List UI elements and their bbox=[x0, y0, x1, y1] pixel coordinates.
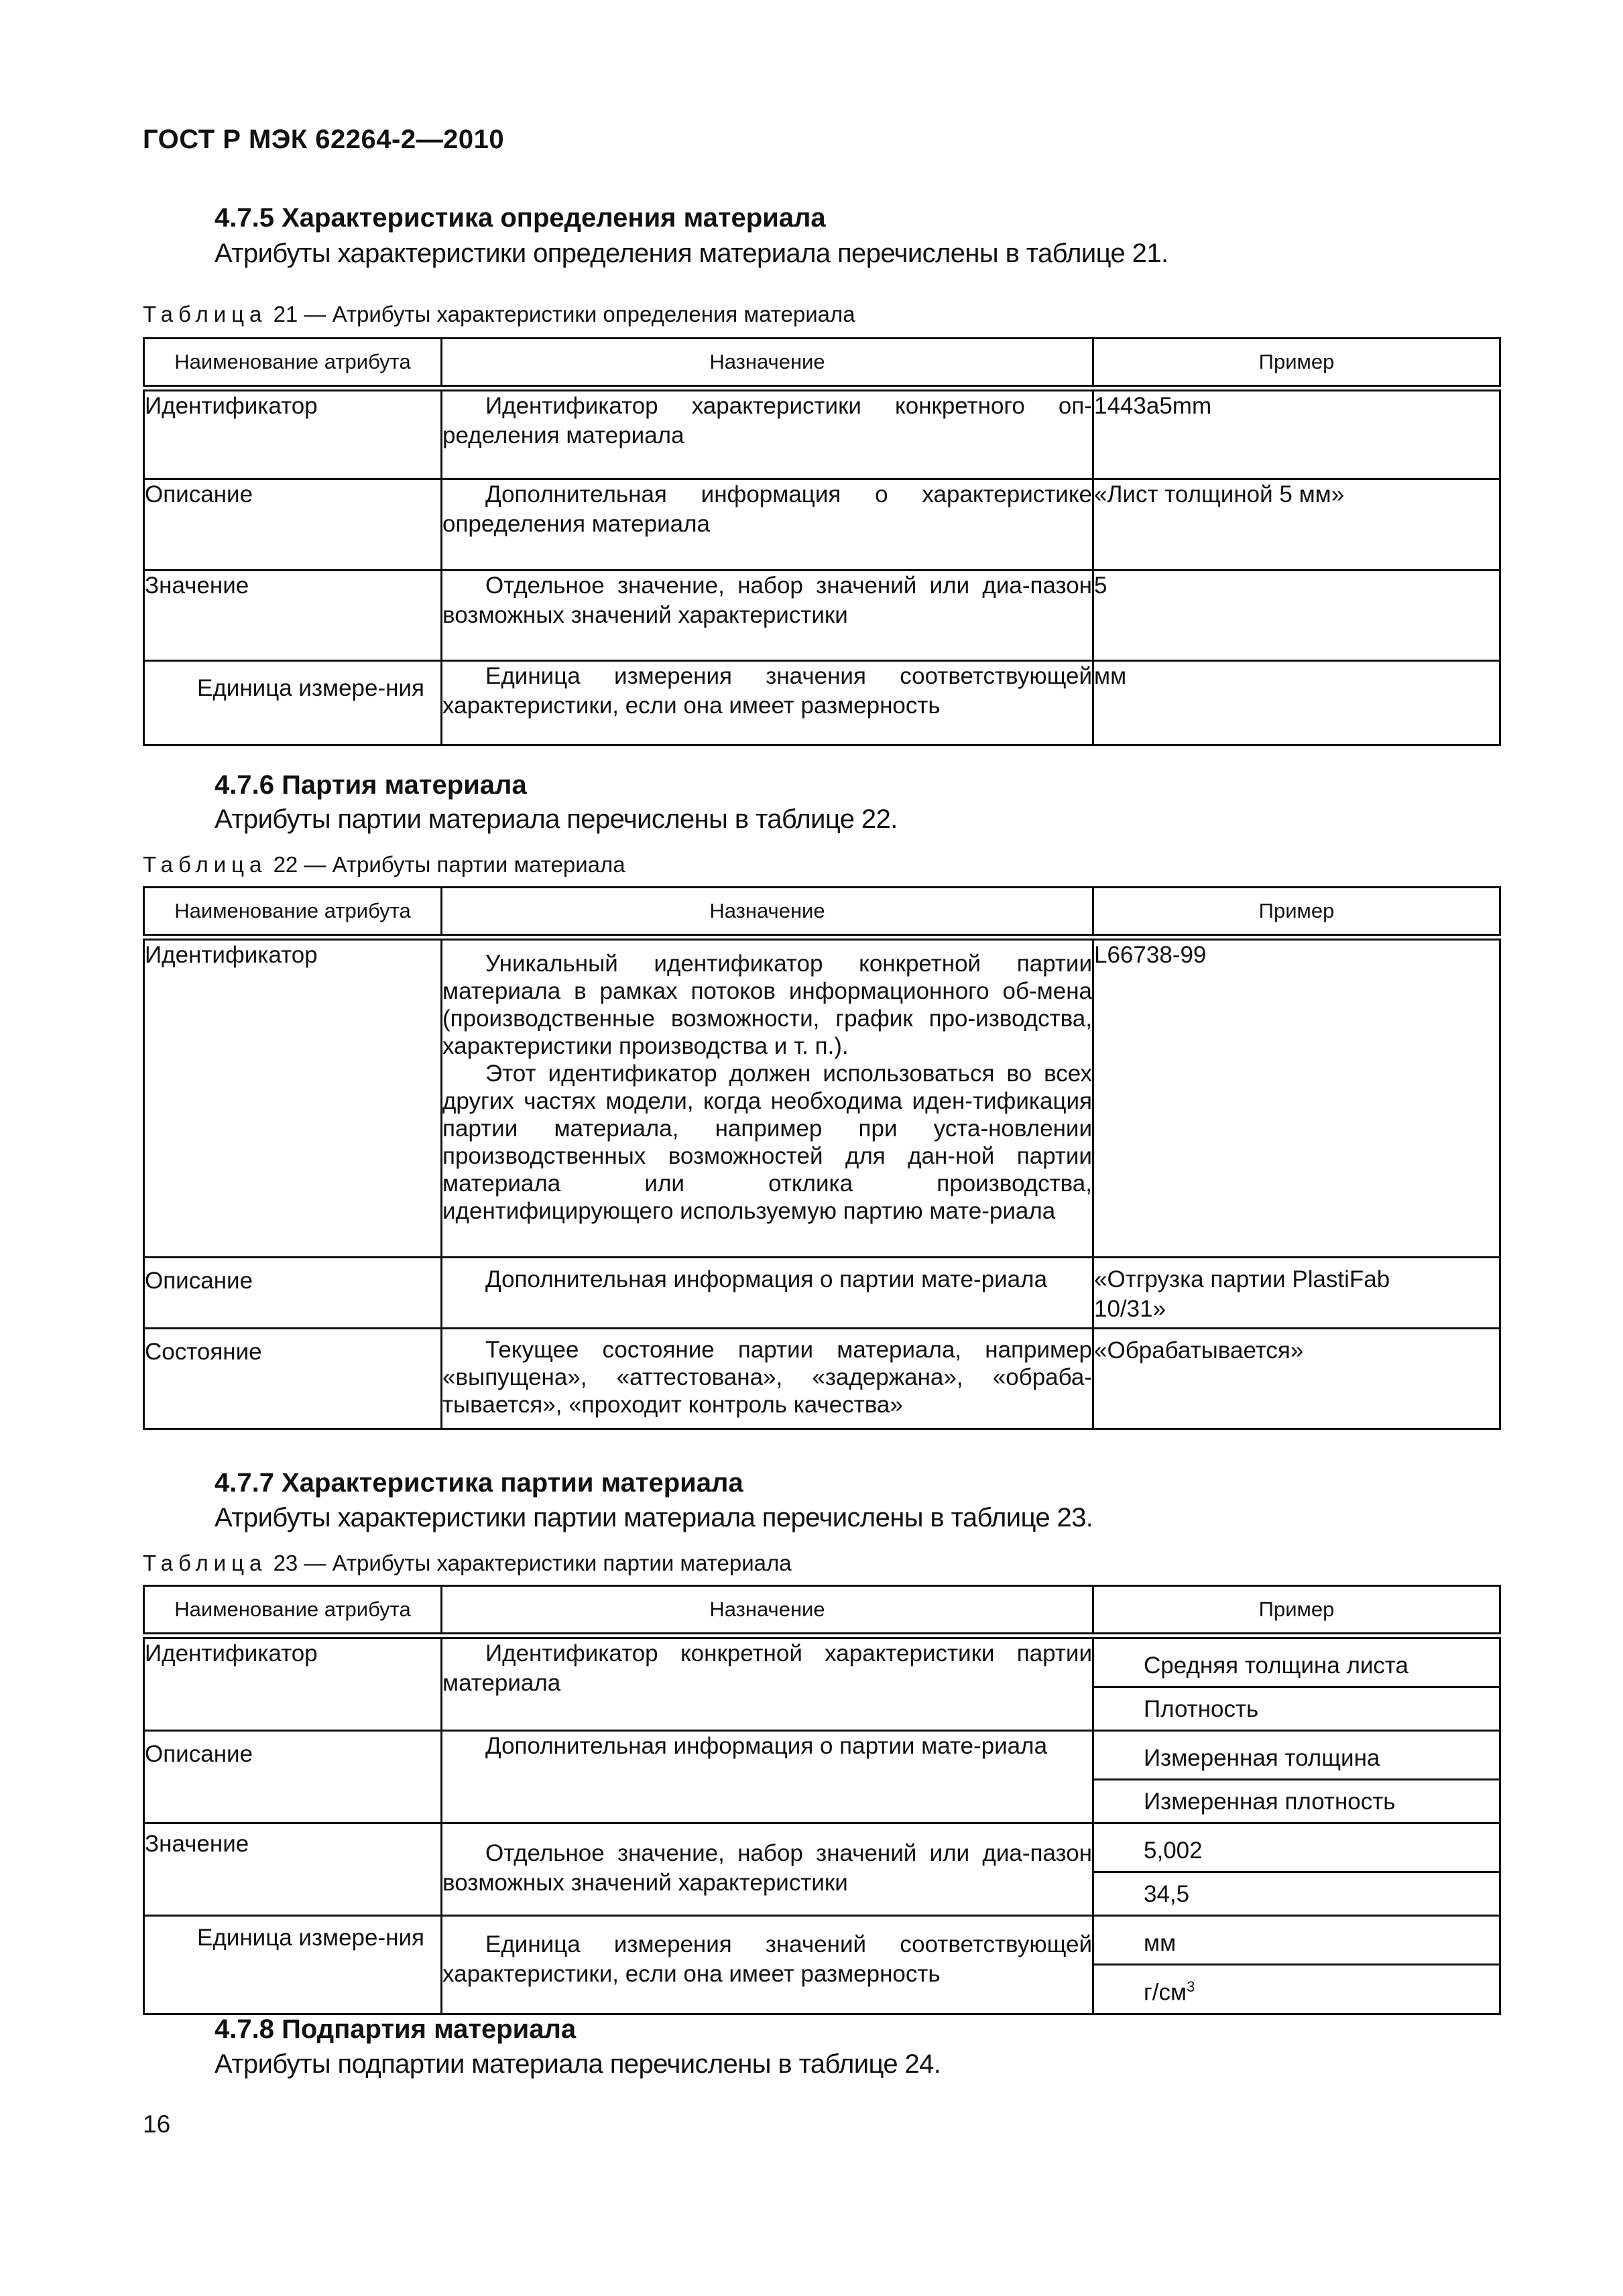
purpose-paragraph: Этот идентификатор должен использоваться во всех других частях модели, когда необходима иден-тификация партии материала, например при уста-новлении производственных возможностей для дан-ной партии материала или отклика производства, идентифицирующего используемую партию мате-риала bbox=[442, 1061, 1092, 1224]
header-name: Наименование атрибута bbox=[144, 888, 442, 938]
header-example: Пример bbox=[1093, 888, 1500, 938]
attribute-example: мм bbox=[1094, 1917, 1499, 1966]
table-row bbox=[144, 937, 1500, 1257]
attribute-example: L66738-99 bbox=[1093, 937, 1500, 1257]
table-row bbox=[144, 1636, 1500, 1731]
attribute-example-cell bbox=[1093, 1731, 1500, 1823]
table-21-caption-text: 21 — Атрибуты характеристики определения материала bbox=[273, 302, 855, 326]
table-23-caption-label: Таблица bbox=[143, 1551, 267, 1575]
attribute-name: Идентификатор bbox=[144, 1636, 442, 1731]
table-21-caption-label: Таблица bbox=[143, 302, 267, 326]
section-intro-4-7-6: Атрибуты партии материала перечислены в таблице 22. bbox=[215, 804, 898, 834]
attribute-name: Единица измере-ния bbox=[144, 1916, 442, 2014]
attribute-example bbox=[1094, 1966, 1499, 2013]
attribute-purpose: Дополнительная информация о партии мате-риала bbox=[442, 1257, 1093, 1328]
attribute-purpose bbox=[442, 937, 1093, 1257]
unit-base: г/см bbox=[1144, 1979, 1187, 2006]
unit-superscript: 3 bbox=[1187, 1978, 1195, 1995]
attribute-purpose: Единица измерения значения соответствующей характеристики, если она имеет размерность bbox=[442, 660, 1093, 745]
attribute-name: Значение bbox=[144, 570, 442, 660]
attribute-purpose: Идентификатор конкретной характеристики партии материала bbox=[442, 1636, 1093, 1731]
table-21 bbox=[143, 337, 1501, 746]
attribute-purpose: Отдельное значение, набор значений или диа-пазон возможных значений характеристики bbox=[442, 570, 1093, 660]
table-row bbox=[144, 1823, 1500, 1916]
section-intro-4-7-8: Атрибуты подпартии материала перечислены в таблице 24. bbox=[215, 2049, 941, 2079]
table-header-row bbox=[144, 888, 1500, 938]
table-row bbox=[144, 1916, 1500, 2014]
table-22-caption bbox=[143, 852, 625, 878]
attribute-name: Идентификатор bbox=[144, 937, 442, 1257]
table-22-caption-text: 22 — Атрибуты партии материала bbox=[273, 852, 625, 877]
table-row bbox=[144, 388, 1500, 479]
section-heading-4-7-8: 4.7.8 Подпартия материала bbox=[215, 2014, 577, 2044]
attribute-example: Измеренная плотность bbox=[1144, 1789, 1396, 1815]
section-intro-4-7-7: Атрибуты характеристики партии материала перечислены в таблице 23. bbox=[215, 1503, 1093, 1532]
attribute-example: «Лист толщиной 5 мм» bbox=[1093, 479, 1500, 570]
attribute-purpose: Дополнительная информация о характеристике определения материала bbox=[442, 479, 1093, 570]
table-row bbox=[144, 1257, 1500, 1328]
header-purpose: Назначение bbox=[442, 888, 1093, 938]
attribute-purpose: Отдельное значение, набор значений или диа-пазон возможных значений характеристики bbox=[442, 1823, 1093, 1916]
attribute-name: Идентификатор bbox=[144, 388, 442, 479]
table-21-caption bbox=[143, 302, 855, 327]
header-example: Пример bbox=[1093, 1586, 1500, 1636]
attribute-example: Плотность bbox=[1144, 1696, 1259, 1722]
attribute-example: Средняя толщина листа bbox=[1094, 1639, 1499, 1688]
table-23-caption-text: 23 — Атрибуты характеристики партии материала bbox=[273, 1551, 792, 1575]
header-name: Наименование атрибута bbox=[144, 339, 442, 389]
section-heading-4-7-7: 4.7.7 Характеристика партии материала bbox=[215, 1468, 743, 1498]
header-name: Наименование атрибута bbox=[144, 1586, 442, 1636]
attribute-example-cell bbox=[1093, 1823, 1500, 1916]
table-22 bbox=[143, 886, 1501, 1430]
attribute-example: «Обрабатывается» bbox=[1093, 1328, 1500, 1429]
attribute-name: Описание bbox=[144, 479, 442, 570]
attribute-name: Описание bbox=[144, 1257, 442, 1328]
attribute-example: мм bbox=[1093, 660, 1500, 745]
attribute-example: Измеренная толщина bbox=[1094, 1732, 1499, 1780]
header-example: Пример bbox=[1093, 339, 1500, 389]
header-purpose: Назначение bbox=[442, 1586, 1093, 1636]
attribute-purpose: Дополнительная информация о партии мате-риала bbox=[442, 1731, 1093, 1823]
purpose-paragraph: Уникальный идентификатор конкретной партии материала в рамках потоков информационного об-мена (производственные возможности, график про-изводства, характеристики производства и т. п.). bbox=[442, 951, 1092, 1059]
attribute-name: Описание bbox=[144, 1731, 442, 1823]
table-23-caption bbox=[143, 1551, 792, 1576]
table-header-row bbox=[144, 339, 1500, 389]
attribute-name: Единица измере-ния bbox=[144, 660, 442, 745]
attribute-name: Состояние bbox=[144, 1328, 442, 1429]
section-intro-4-7-5: Атрибуты характеристики определения материала перечислены в таблице 21. bbox=[215, 239, 1168, 268]
header-purpose: Назначение bbox=[442, 339, 1093, 389]
document-header: ГОСТ Р МЭК 62264-2—2010 bbox=[143, 125, 505, 154]
attribute-purpose: Текущее состояние партии материала, например «выпущена», «аттестована», «задержана», «обраба-тывается», «проходит контроль качества» bbox=[442, 1328, 1093, 1429]
table-row bbox=[144, 1731, 1500, 1823]
table-22-caption-label: Таблица bbox=[143, 852, 267, 877]
attribute-name: Значение bbox=[144, 1823, 442, 1916]
page-number: 16 bbox=[143, 2110, 171, 2138]
attribute-example: 5 bbox=[1093, 570, 1500, 660]
attribute-example: 5,002 bbox=[1094, 1824, 1499, 1873]
attribute-example: 1443a5mm bbox=[1093, 388, 1500, 479]
attribute-example: «Отгрузка партии PlastiFab 10/31» bbox=[1093, 1257, 1500, 1328]
table-row bbox=[144, 479, 1500, 570]
section-heading-4-7-5: 4.7.5 Характеристика определения материала bbox=[215, 203, 826, 233]
section-heading-4-7-6: 4.7.6 Партия материала bbox=[215, 770, 527, 800]
table-23 bbox=[143, 1585, 1501, 2015]
table-row bbox=[144, 660, 1500, 745]
table-header-row bbox=[144, 1586, 1500, 1636]
table-row bbox=[144, 570, 1500, 660]
attribute-example-cell bbox=[1093, 1916, 1500, 2014]
attribute-example: 34,5 bbox=[1144, 1881, 1190, 1907]
attribute-purpose: Единица измерения значений соответствующей характеристики, если она имеет размерность bbox=[442, 1916, 1093, 2014]
attribute-example-cell bbox=[1093, 1636, 1500, 1731]
attribute-purpose: Идентификатор характеристики конкретного оп-ределения материала bbox=[442, 388, 1093, 479]
table-row bbox=[144, 1328, 1500, 1429]
